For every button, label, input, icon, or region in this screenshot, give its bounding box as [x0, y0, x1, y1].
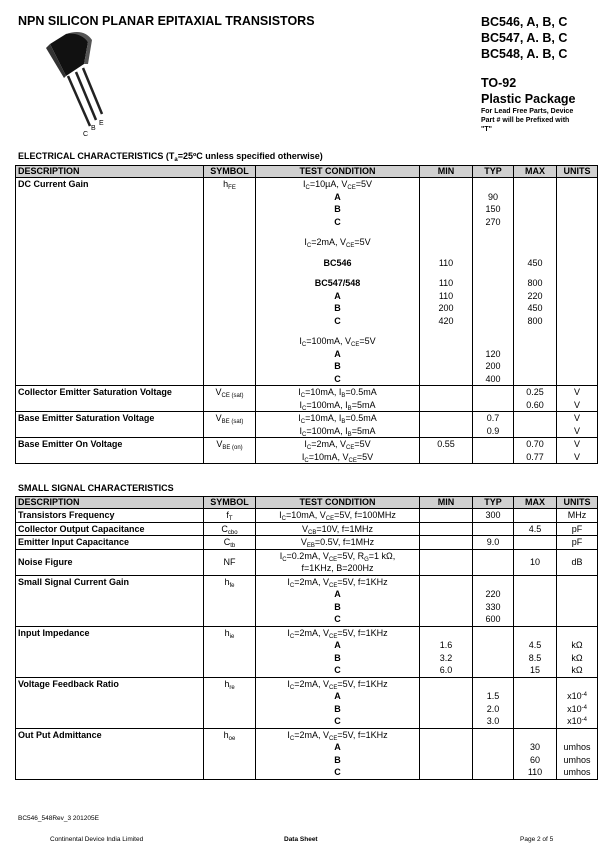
table-row: Voltage Feedback Ratio $h_{re}$ $I_C=2mA$, $V_{CE}=5V$, f=1KHz A B C 1.5 2.0 3.0 $x10^{-4}$ $x10^{-4}$ $x10^{-4}$ [16, 677, 598, 728]
table-header: DESCRIPTION SYMBOL TEST CONDITION MIN TYP MAX UNITS [16, 166, 598, 178]
part-number: BC546, A, B, C [481, 15, 568, 29]
part-number: BC548, A. B, C [481, 47, 568, 61]
table-row: Out Put Admittance $h_{oe}$ $I_C=2mA$, $V_{CE}=5V$, f=1KHz A B C 30 60 110 umhos umhos umhos [16, 728, 598, 779]
document-title: NPN SILICON PLANAR EPITAXIAL TRANSISTORS [18, 14, 315, 28]
revision-code: BC546_548Rev_3 201205E [18, 815, 99, 822]
table-row: Small Signal Current Gain $h_{fe}$ $I_C=2mA$, $V_{CE}=5V$, f=1KHz A B C 220 330 600 [16, 575, 598, 626]
table-row: Collector Output Capacitance $C_{cbo}$ $V_{CB}=10V$, f=1MHz 4.5 pF [16, 522, 598, 536]
table-row: Base Emitter On Voltage $V_{BE (on)}$ $I_C=2mA$, $V_{CE}=5V$ $I_C=10mA$, $V_{CE}=5V$ 0.55 0.70 0.77 V V [16, 438, 598, 464]
company-name: Continental Device India Limited [50, 836, 144, 843]
pin-label-b: B [91, 125, 96, 132]
package-line: TO-92 [481, 76, 517, 90]
table-row: Base Emitter Saturation Voltage $V_{BE (sat)}$ $I_C=10mA$, $I_B=0.5mA$ $I_C=100mA$, $I_B=5mA$ 0.7 0.9 V V [16, 412, 598, 438]
part-number: BC547, A. B, C [481, 31, 568, 45]
table-row: DC Current Gain $h_{FE}$ $I_C=10\mu A$, $V_{CE}=5V$ A B C $I_C=2mA$, $V_{CE}=5V$ BC546 BC547/548 A B C $I_C=100mA$, $V_{CE}=5V$ A B C 110 110 110 200 420 90 150 270 120 200 400 450 800 220 450 800 [16, 178, 598, 386]
table-row: Emitter Input Capacitance $C_{tb}$ $V_{EB}=0.5V$, f=1MHz 9.0 pF [16, 536, 598, 550]
page-number: Page 2 of 5 [520, 836, 554, 843]
table-row: Collector Emitter Saturation Voltage $V_{CE (sat)}$ $I_C=10mA$, $I_B=0.5mA$ $I_C=100mA$, $I_B=5mA$ 0.25 0.60 V V [16, 386, 598, 412]
doc-type: Data Sheet [284, 836, 318, 843]
package-type [481, 75, 576, 107]
table-row: Transistors Frequency $f_T$ $I_C=10mA$, $V_{CE}=5V$, f=100MHz 300 MHz [16, 509, 598, 523]
lead-free-note: For Lead Free Parts, Device Part # will be Prefixed with "T" [481, 108, 574, 133]
small-signal-table [15, 496, 598, 780]
electrical-heading: ELECTRICAL CHARACTERISTICS ($T_a=25ºC$ unless specified otherwise) [18, 151, 323, 163]
pin-label-e: E [99, 120, 104, 127]
small-signal-heading: SMALL SIGNAL CHARACTERISTICS [18, 483, 174, 493]
electrical-table [15, 165, 598, 464]
part-numbers [481, 14, 567, 62]
table-header: DESCRIPTION SYMBOL TEST CONDITION MIN TYP MAX UNITS [16, 497, 598, 509]
table-row: Noise Figure NF $I_C=0.2mA$, $V_{CE}=5V$, $R_G=1$ kΩ, f=1KHz, B=200Hz 10 dB [16, 549, 598, 575]
to92-package-icon [28, 26, 118, 138]
package-line: Plastic Package [481, 92, 576, 106]
pin-label-c: C [83, 131, 89, 138]
table-row: Input Impedance $h_{ie}$ $I_C=2mA$, $V_{CE}=5V$, f=1KHz A B C 1.6 3.2 6.0 4.5 8.5 15 kΩ kΩ kΩ [16, 626, 598, 677]
